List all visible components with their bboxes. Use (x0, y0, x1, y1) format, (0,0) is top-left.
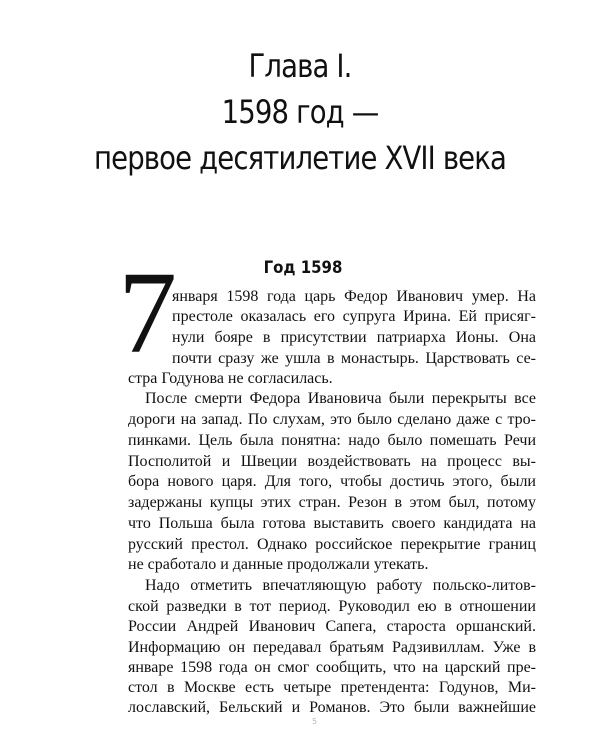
text-line: нули бояре в присутствии патриарха Ионы. Она (172, 329, 536, 346)
text-line: задержаны купцы этих стран. Резон в этом был, потому (128, 494, 536, 511)
drop-cap: 7 (118, 247, 177, 378)
text-line: дороги на запад. По слухам, это было сделано даже с тро- (128, 411, 536, 428)
chapter-title-period: первое десятилетие XVII века (93, 139, 507, 177)
text-line: стол в Москве есть четыре претендента: Годунов, Ми- (128, 679, 536, 696)
chapter-number: Глава I. (248, 47, 352, 85)
text-line: января 1598 года царь Федор Иванович умер. На (172, 288, 536, 305)
text-line: не сработало и данные продолжали утекать. (128, 556, 429, 573)
section-title: Год 1598 (263, 258, 343, 278)
text-line: пинками. Цель была понятна: надо было помешать Речи (128, 432, 536, 449)
chapter-title-year: 1598 год — (221, 93, 379, 131)
text-line: После смерти Федора Ивановича были перекрыты все (145, 390, 536, 407)
page-mark: 5 (312, 717, 318, 726)
text-line: бора нового царя. Для того, чтобы достичь этого, были (128, 473, 536, 490)
text-line: стра Годунова не согласилась. (128, 370, 333, 387)
text-line: России Андрей Иванович Сапега, староста оршанский. (128, 618, 536, 635)
text-line: почти сразу же ушла в монастырь. Царствовать се- (172, 350, 536, 367)
text-line: лославский, Бельский и Романов. Это были важнейшие (128, 699, 536, 716)
text-line: январе 1598 года он смог сообщить, что на царский пре- (128, 659, 536, 676)
text-line: престоле оказалась его супруга Ирина. Ей присяг- (172, 308, 536, 325)
text-line: Надо отметить впечатляющую работу польско-литов- (145, 577, 536, 594)
text-line: Посполитой и Швеции воздействовать на процесс вы- (128, 453, 536, 470)
text-line: ской разведки в тот период. Руководил ею в отношении (128, 598, 536, 615)
text-line: что Польша была готова выставить своего кандидата на (128, 515, 536, 532)
text-line: Информацию он передавал братьям Радзивиллам. Уже в (128, 639, 536, 656)
text-line: русский престол. Однако российское перекрытие границ (128, 536, 536, 553)
